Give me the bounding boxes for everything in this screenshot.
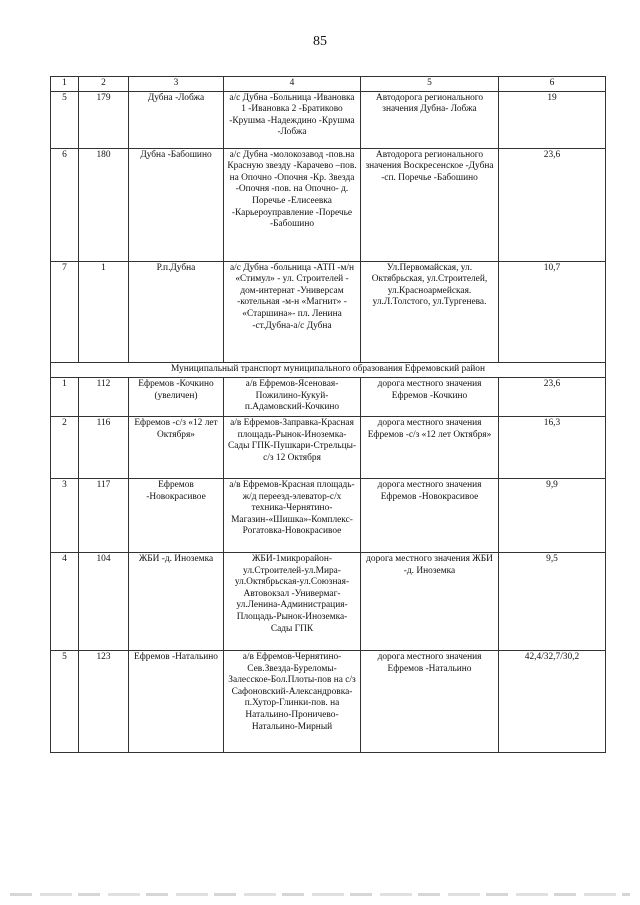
header-cell: 1: [51, 77, 79, 92]
header-row: [51, 77, 606, 92]
row-number: 5: [51, 91, 79, 148]
route-length: 9,5: [499, 552, 606, 650]
road-description: Автодорога регионального значения Дубна- Лобжа: [361, 91, 499, 148]
table-row: [51, 148, 606, 261]
route-length: 16,3: [499, 416, 606, 478]
row-number: 5: [51, 650, 79, 752]
routes-table: [50, 76, 606, 753]
route-path: а/с Дубна -Больница -Ивановка 1 -Ивановка 2 -Братиково -Крушма -Надеждино -Крушма -Лобжа: [224, 91, 361, 148]
route-number: 116: [79, 416, 129, 478]
route-length: 42,4/32,7/30,2: [499, 650, 606, 752]
table-row: [51, 552, 606, 650]
route-name: Р.п.Дубна: [129, 261, 224, 362]
route-name: Дубна -Бабошино: [129, 148, 224, 261]
section-row: [51, 362, 606, 378]
header-cell: 4: [224, 77, 361, 92]
table-row: [51, 478, 606, 552]
road-description: дорога местного значения Ефремов -Натальино: [361, 650, 499, 752]
row-number: 6: [51, 148, 79, 261]
road-description: дорога местного значения Ефремов -Новокрасивое: [361, 478, 499, 552]
road-description: дорога местного значения Ефремов -с/з «12 лет Октября»: [361, 416, 499, 478]
row-number: 2: [51, 416, 79, 478]
row-number: 4: [51, 552, 79, 650]
route-length: 23,6: [499, 378, 606, 417]
row-number: 7: [51, 261, 79, 362]
route-length: 10,7: [499, 261, 606, 362]
route-number: 1: [79, 261, 129, 362]
table-row: [51, 261, 606, 362]
route-number: 123: [79, 650, 129, 752]
route-number: 104: [79, 552, 129, 650]
table-row: [51, 378, 606, 417]
header-cell: 3: [129, 77, 224, 92]
route-path: ЖБИ-1микрорайон-ул.Строителей-ул.Мира-ул.Октябрьская-ул.Союзная-Автовокзал -Универмаг-ул.Ленина-Администрация-Площадь-Рынок-Иноземка-Сады ГПК: [224, 552, 361, 650]
route-length: 19: [499, 91, 606, 148]
route-number: 179: [79, 91, 129, 148]
road-description: дорога местного значения ЖБИ -д. Иноземка: [361, 552, 499, 650]
header-cell: 2: [79, 77, 129, 92]
header-cell: 5: [361, 77, 499, 92]
route-number: 117: [79, 478, 129, 552]
route-name: Ефремов -Новокрасивое: [129, 478, 224, 552]
route-path: а/в Ефремов-Чернятино-Сев.Звезда-Буреломы-Залесское-Бол.Плоты-пов на с/з Сафоновский-Александровка-п.Хутор-Глинки-пов. на Натальино-Проничево-Натальино-Мирный: [224, 650, 361, 752]
route-path: а/с Дубна -больница -АТП -м/н «Стимул» - ул. Строителей - дом-интернат -Универсам -котельная -м-н «Магнит» - «Старшина»- пл. Ленина -ст.Дубна-а/с Дубна: [224, 261, 361, 362]
row-number: 1: [51, 378, 79, 417]
route-path: а/в Ефремов-Заправка-Красная площадь-Рынок-Иноземка-Сады ГПК-Пушкари-Стрельцы-с/з 12 Октября: [224, 416, 361, 478]
table-row: [51, 650, 606, 752]
route-name: ЖБИ -д. Иноземка: [129, 552, 224, 650]
route-path: а/с Дубна -молокозавод -пов.на Красную звезду -Карачево –пов. на Опочно -Опочня -Кр. Звезда -Опочня -пов. на Опочно- д. Поречье -Елисеевка -Карьероуправление -Поречье -Бабошино: [224, 148, 361, 261]
road-description: дорога местного значения Ефремов -Кочкино: [361, 378, 499, 417]
table-row: [51, 91, 606, 148]
route-name: Ефремов -Кочкино (увеличен): [129, 378, 224, 417]
route-path: а/в Ефремов-Ясеновая-Пожилино-Кукуй-п.Адамовский-Кочкино: [224, 378, 361, 417]
route-length: 9,9: [499, 478, 606, 552]
route-length: 23,6: [499, 148, 606, 261]
row-number: 3: [51, 478, 79, 552]
route-path: а/в Ефремов-Красная площадь-ж/д переезд-элеватор-с/х техника-Чернятино-Магазин-«Шишка»-Комплекс-Рогатовка-Новокрасивое: [224, 478, 361, 552]
route-name: Дубна -Лобжа: [129, 91, 224, 148]
scan-edge-artifact: [10, 893, 630, 896]
route-number: 180: [79, 148, 129, 261]
section-title: Муниципальный транспорт муниципального образования Ефремовский район: [51, 362, 606, 378]
road-description: Автодорога регионального значения Воскресенское -Дубна -сп. Поречье -Бабошино: [361, 148, 499, 261]
page-number: 85: [313, 34, 327, 49]
route-name: Ефремов -с/з «12 лет Октября»: [129, 416, 224, 478]
route-number: 112: [79, 378, 129, 417]
road-description: Ул.Первомайская, ул. Октябрьская, ул.Строителей, ул.Красноармейская. ул.Л.Толстого, ул.Тургенева.: [361, 261, 499, 362]
route-name: Ефремов -Натальино: [129, 650, 224, 752]
table-row: [51, 416, 606, 478]
header-cell: 6: [499, 77, 606, 92]
